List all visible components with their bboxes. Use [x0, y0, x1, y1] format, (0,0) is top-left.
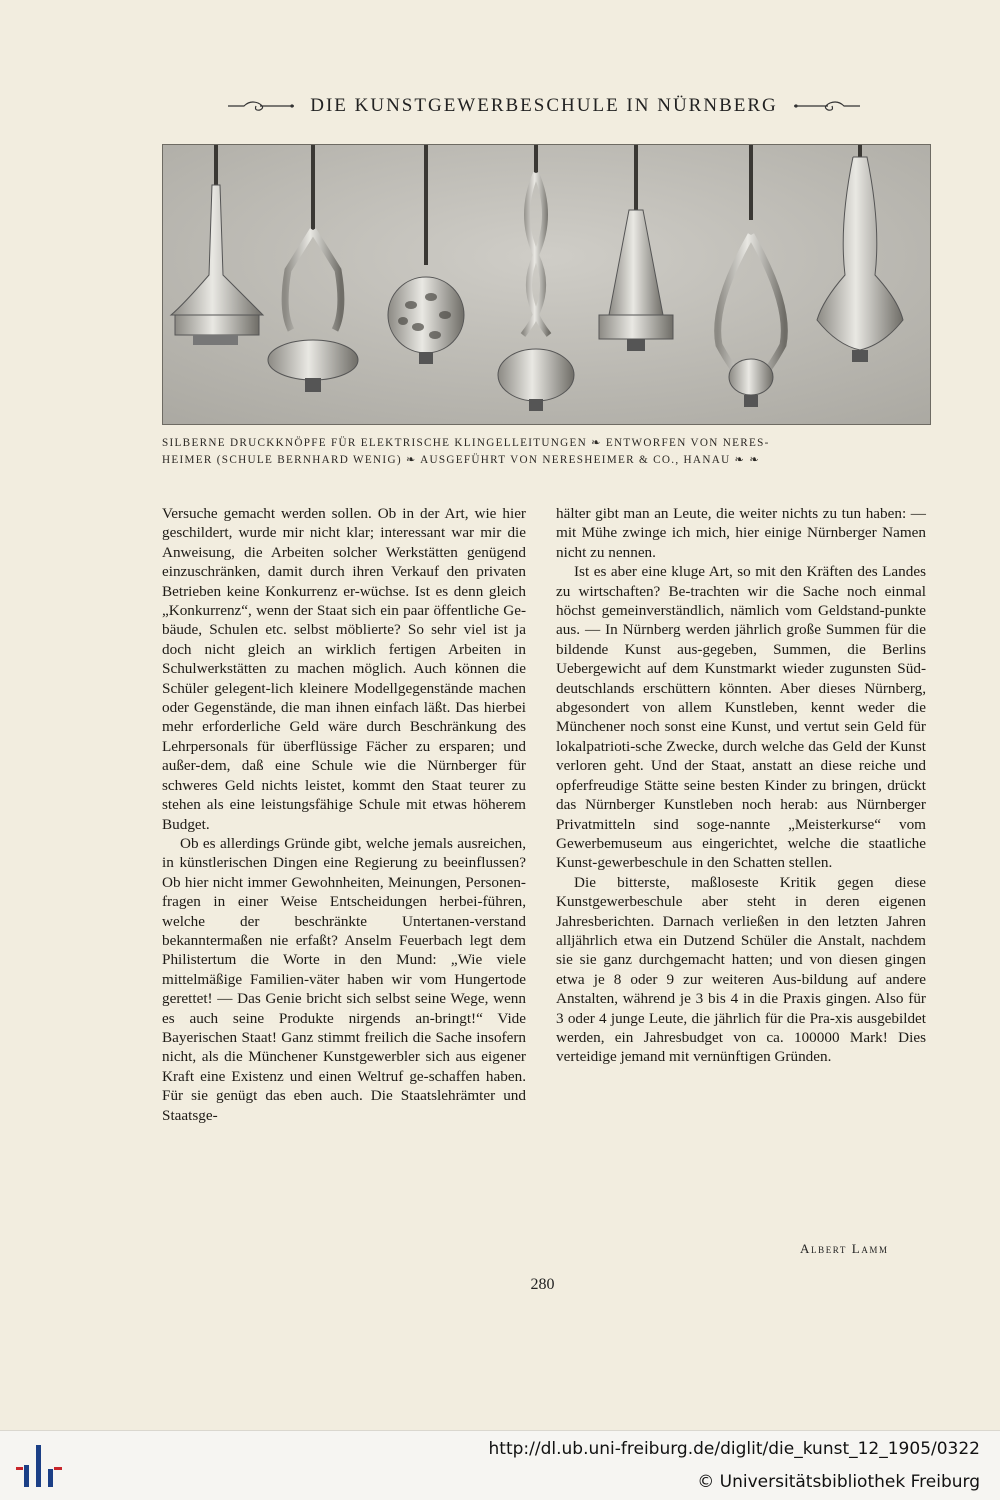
- paragraph: Versuche gemacht werden sollen. Ob in der Art, wie hier geschildert, wurde mir nicht klar; interessant war mir die Anweisung, die Arbeiten solcher Werkstätten genügend einzuschränken, damit durch ihren Verkauf den privaten Betrieben keine Konkurrenz er-wüchse. Ist es denn gleich „Konkurrenz“, wenn der Staat sich ein paar öffentliche Ge-bäude, Schulen etc. selbst möblierte? So sehr viel ist ja doch nicht gleich an wirklich fertigen Arbeiten in Schulwerkstätten zu machen möglich. Auch können die Schüler gelegent-lich kleinere Modellgegenstände machen oder Gegenstände, die man ihnen einfach läßt. Das hierbei mehr erforderliche Geld wäre durch Beschränkung des Lehrpersonals für überflüssige Fächer zu ersparen; und außer-dem, daß eine Schule wie die Nürnberger für schweres Geld nichts leistet, kommt den Staat teurer zu stehen als eine leistungsfähige Schule mit etwas höherem Budget.: [162, 505, 526, 833]
- library-logo-icon: [14, 1441, 64, 1491]
- running-title: DIE KUNSTGEWERBESCHULE IN NÜRNBERG: [310, 95, 778, 116]
- viewer-footer: [0, 1430, 1000, 1500]
- page-number: 280: [530, 1276, 555, 1293]
- paragraph: Ist es aber eine kluge Art, so mit den Kräften des Landes zu wirtschaften? Be-trachten wir die Sache noch einmal höchst gemeinverständlich, nämlich vom Geldstand-punkte aus. — In Nürnberg werden jährlich große Summen für die bildende Kunst aus-gegeben, Summen, die Berlins Uebergewicht auf dem Kunstmarkt wieder zugunsten Süd-deutschlands erschüttern könnten. Aber dieses Nürnberg, abgesondert von allem Kunstleben, kennt weder die Münchener noch sonst eine Kunst, und vertut sein Geld für lokalpatrioti-sche Zwecke, durch welche das Geld der Kunst verloren geht. Und der Staat, anstatt an diese reiche und opferfreudige Stätte seine besten Kinder zu bringen, drückt das Nürnberger Kunstleben noch herab: aus Nürnberger Privatmitteln sind soge-nannte „Meisterkurse“ vom Gewerbemuseum aus eingerichtet, welche die staatliche Kunst-gewerbeschule in den Schatten stellen.: [556, 563, 926, 872]
- caption-line: SILBERNE DRUCKKNÖPFE FÜR ELEKTRISCHE KLINGELLEITUNGEN ❧ ENTWORFEN VON NERES-: [162, 437, 770, 449]
- paragraph: hälter gibt man an Leute, die weiter nichts zu tun haben: — mit Mühe zwinge ich mich, hier einige Nürnberger Namen nicht zu nennen.: [556, 505, 926, 561]
- author-signature: Albert Lamm: [800, 1241, 889, 1256]
- left-ornament-icon: [226, 97, 296, 115]
- text-column-right: [556, 504, 926, 1067]
- photo-plate-bell-pushes: [162, 144, 931, 425]
- permalink-url[interactable]: http://dl.ub.uni-freiburg.de/diglit/die_kunst_12_1905/0322: [488, 1439, 980, 1459]
- right-ornament-icon: [792, 97, 862, 115]
- bell-push-illustration: [163, 145, 930, 424]
- running-head: [160, 95, 928, 117]
- text-column-left: [162, 504, 526, 1125]
- copyright-notice: © Universitätsbibliothek Freiburg: [697, 1472, 980, 1492]
- paragraph: Die bitterste, maßloseste Kritik gegen diese Kunstgewerbeschule aber steht in deren eigenen Jahresberichten. Darnach verließen in den letzten Jahren alljährlich etwa ein Dutzend Schüler die Anstalt, nachdem sie sie ganz durchgemacht hatten; und von diesen gingen etwa je 8 oder 9 zur weiteren Aus-bildung auf andere Anstalten, während je 3 bis 4 in die Praxis gingen. Also für 3 oder 4 junge Leute, die jährlich für die Pra-xis ausgebildet werden, ein Jahresbudget von ca. 100000 Mark! Dies verteidige jemand mit vernünftigen Gründen.: [556, 873, 926, 1066]
- plate-caption: [162, 435, 929, 469]
- paragraph: Ob es allerdings Gründe gibt, welche jemals ausreichen, in künstlerischen Dingen eine Regierung zu beeinflussen? Ob hier nicht immer Gewohnheiten, Meinungen, Personen-fragen in einer Weise Entscheidungen herbei-führen, welche der beschränkte Untertanen-verstand bekanntermaßen nie erfaßt? Anselm Feuerbach legt dem Philistertum die Worte in den Mund: „Wie viele mittelmäßige Familien-väter haben wir vom Hungertode gerettet! — Das Genie bricht sich selbst seine Wege, wenn es auch seine Produkte nirgends an-bringt!“ Vide Bayerischen Staat! Ganz stimmt freilich die Sache insofern nicht, als die Münchener Kunstgewerbler sich aus eigener Kraft eine Existenz und einen Weltruf ge-schaffen haben. Für sie genügt das eben auch. Die Staatslehrämter und Staatsge-: [162, 834, 526, 1124]
- caption-line: HEIMER (SCHULE BERNHARD WENIG) ❧ AUSGEFÜHRT VON NERESHEIMER & CO., HANAU ❧ ❧: [162, 454, 760, 466]
